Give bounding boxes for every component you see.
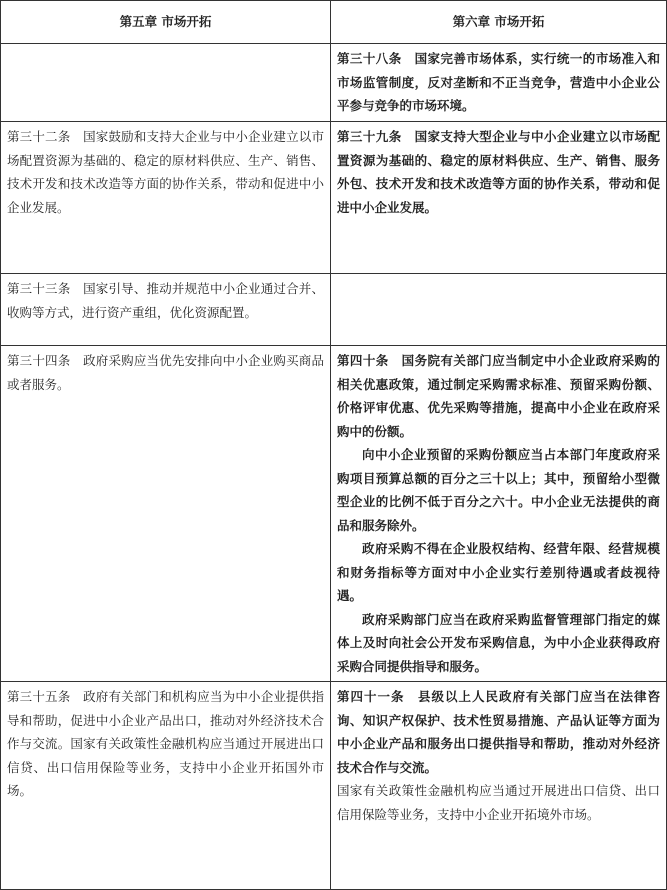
article-paragraph: 第三十四条 政府采购应当优先安排向中小企业购买商品或者服务。 [7, 353, 324, 392]
old-law-cell [1, 682, 331, 890]
old-law-cell [1, 44, 331, 122]
table-row [1, 122, 667, 274]
new-law-cell [331, 274, 667, 346]
old-law-cell [1, 346, 331, 682]
article-paragraph: 第三十三条 国家引导、推动并规范中小企业通过合并、收购等方式，进行资产重组，优化资源配置。 [7, 281, 324, 320]
article-paragraph: 第三十八条 国家完善市场体系，实行统一的市场准入和市场监管制度，反对垄断和不正当竞争，营造中小企业公平参与竞争的市场环境。 [337, 51, 660, 113]
new-law-cell [331, 346, 667, 682]
table-row [1, 274, 667, 346]
new-law-cell [331, 682, 667, 890]
article-paragraph: 第四十一条 县级以上人民政府有关部门应当在法律咨询、知识产权保护、技术性贸易措施、产品认证等方面为中小企业产品和服务出口提供指导和帮助，推动对外经济技术合作与交流。 [337, 689, 660, 775]
article-paragraph: 国家有关政策性金融机构应当通过开展进出口信贷、出口信用保险等业务，支持中小企业开拓境外市场。 [337, 783, 660, 822]
article-paragraph: 政府采购部门应当在政府采购监督管理部门指定的媒体上及时向社会公开发布采购信息，为中小企业获得政府采购合同提供指导和服务。 [337, 611, 660, 674]
table-row [1, 682, 667, 890]
header-chapter-6: 第六章 市场开拓 [331, 1, 667, 44]
new-law-cell [331, 44, 667, 122]
article-paragraph: 第三十五条 政府有关部门和机构应当为中小企业提供指导和帮助，促进中小企业产品出口，推动对外经济技术合作与交流。国家有关政策性金融机构应当通过开展进出口信贷、出口信用保险等业务，支持中小企业开拓国外市场。 [7, 689, 324, 798]
article-paragraph: 政府采购不得在企业股权结构、经营年限、经营规模和财务指标等方面对中小企业实行差别待遇或者歧视待遇。 [337, 541, 660, 603]
header-row [1, 1, 667, 44]
header-chapter-5: 第五章 市场开拓 [1, 1, 331, 44]
new-law-cell [331, 122, 667, 274]
article-paragraph: 第三十九条 国家支持大型企业与中小企业建立以市场配置资源为基础的、稳定的原材料供应、生产、销售、服务外包、技术开发和技术改造等方面的协作关系，带动和促进中小企业发展。 [337, 129, 660, 215]
old-law-cell [1, 122, 331, 274]
table-row [1, 44, 667, 122]
article-paragraph: 第三十二条 国家鼓励和支持大企业与中小企业建立以市场配置资源为基础的、稳定的原材料供应、生产、销售、技术开发和技术改造等方面的协作关系，带动和促进中小企业发展。 [7, 129, 324, 215]
table-row [1, 346, 667, 682]
old-law-cell [1, 274, 331, 346]
article-paragraph: 向中小企业预留的采购份额应当占本部门年度政府采购项目预算总额的百分之三十以上；其中，预留给小型微型企业的比例不低于百分之六十。中小企业无法提供的商品和服务除外。 [337, 447, 660, 533]
article-paragraph: 第四十条 国务院有关部门应当制定中小企业政府采购的相关优惠政策，通过制定采购需求标准、预留采购份额、价格评审优惠、优先采购等措施，提高中小企业在政府采购中的份额。 [337, 353, 660, 439]
